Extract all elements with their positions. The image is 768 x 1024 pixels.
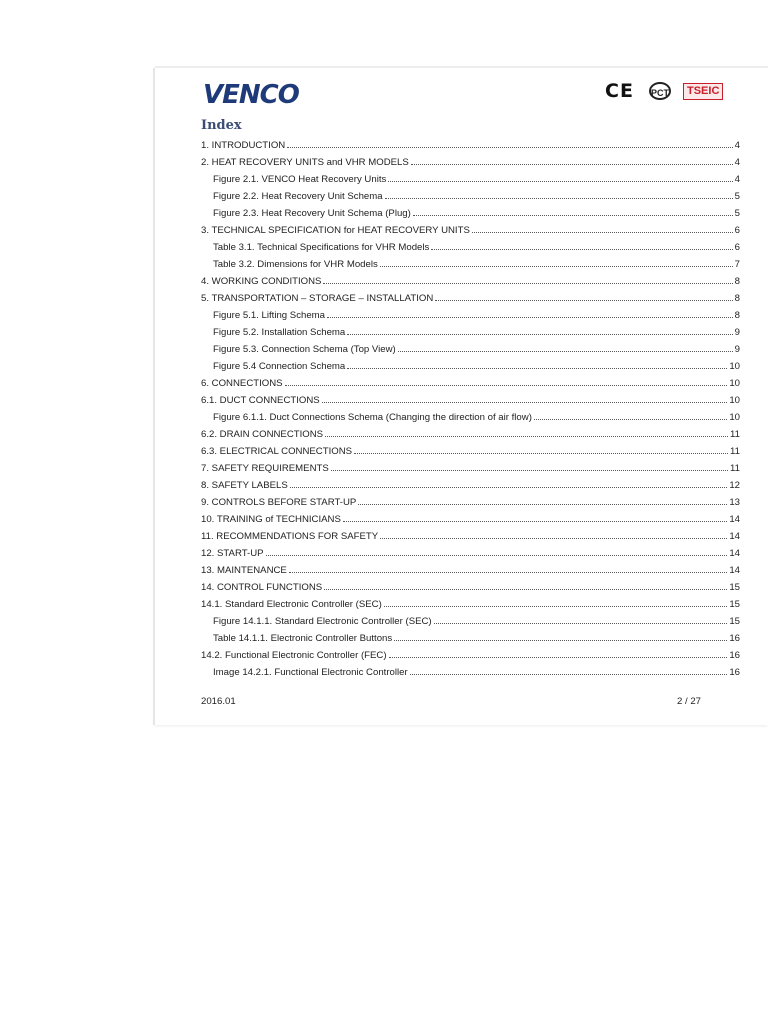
toc-entry-label: 6.1. DUCT CONNECTIONS: [201, 395, 320, 406]
toc-entry-page: 12: [729, 480, 740, 491]
toc-leader-dots: [380, 266, 733, 267]
toc-leader-dots: [287, 147, 732, 148]
toc-entry[interactable]: [213, 663, 740, 678]
toc-entry-label: 6.2. DRAIN CONNECTIONS: [201, 429, 324, 440]
toc-entry-label: 12. START-UP: [201, 548, 264, 559]
toc-entry-label: 4. WORKING CONDITIONS: [201, 276, 322, 287]
toc-leader-dots: [347, 334, 732, 335]
toc-leader-dots: [389, 657, 728, 658]
toc-entry-label: Figure 5.1. Lifting Schema: [213, 310, 325, 321]
toc-entry-label: 11. RECOMMENDATIONS FOR SAFETY: [201, 531, 379, 542]
toc-entry-page: 9: [734, 344, 740, 355]
toc-entry[interactable]: [201, 425, 740, 440]
toc-entry-label: 9. CONTROLS BEFORE START-UP: [201, 497, 357, 508]
toc-entry-page: 16: [729, 633, 740, 644]
toc-entry-page: 14: [729, 514, 740, 525]
toc-entry[interactable]: [213, 408, 740, 423]
toc-leader-dots: [472, 232, 733, 233]
toc-leader-dots: [534, 419, 727, 420]
venco-logo: [203, 80, 299, 110]
toc-entry[interactable]: [201, 493, 740, 508]
toc-entry[interactable]: [213, 629, 740, 644]
toc-entry-page: 6: [734, 225, 740, 236]
toc-entry-label: Table 14.1.1. Electronic Controller Buttons: [213, 633, 393, 644]
toc-entry[interactable]: [201, 136, 740, 151]
toc-entry-label: 2. HEAT RECOVERY UNITS and VHR MODELS: [201, 157, 409, 168]
toc-leader-dots: [347, 368, 727, 369]
toc-entry-page: 8: [734, 310, 740, 321]
toc-entry-page: 13: [729, 497, 740, 508]
toc-entry-label: 14. CONTROL FUNCTIONS: [201, 582, 323, 593]
toc-entry-page: 8: [734, 293, 740, 304]
pct-mark: PCT: [649, 82, 671, 100]
toc-entry-label: Figure 5.2. Installation Schema: [213, 327, 346, 338]
toc-entry-label: 6. CONNECTIONS: [201, 378, 283, 389]
toc-entry-label: Figure 2.3. Heat Recovery Unit Schema (Plug): [213, 208, 411, 219]
footer-page-number: 2 / 27: [677, 696, 702, 707]
toc-entry[interactable]: [213, 306, 740, 321]
toc-entry-label: 5. TRANSPORTATION – STORAGE – INSTALLATION: [201, 293, 434, 304]
toc-leader-dots: [354, 453, 728, 454]
toc-leader-dots: [411, 164, 733, 165]
toc-leader-dots: [323, 283, 732, 284]
toc-entry[interactable]: [201, 459, 740, 474]
toc-entry[interactable]: [201, 595, 740, 610]
tseic-mark: TSEIC: [683, 83, 723, 100]
toc-entry-page: 7: [734, 259, 740, 270]
toc-entry-label: 1. INTRODUCTION: [201, 140, 286, 151]
toc-entry[interactable]: [201, 391, 740, 406]
toc-leader-dots: [358, 504, 727, 505]
toc-entry-page: 6: [734, 242, 740, 253]
toc-entry[interactable]: [201, 544, 740, 559]
toc-leader-dots: [413, 215, 733, 216]
toc-entry-label: Table 3.2. Dimensions for VHR Models: [213, 259, 378, 270]
toc-entry-page: 15: [729, 616, 740, 627]
toc-entry[interactable]: [201, 578, 740, 593]
toc-entry-page: 5: [734, 208, 740, 219]
toc-entry[interactable]: [213, 357, 740, 372]
toc-entry-page: 10: [729, 378, 740, 389]
toc-leader-dots: [324, 589, 727, 590]
toc-entry-label: Figure 14.1.1. Standard Electronic Controller (SEC): [213, 616, 432, 627]
toc-entry-page: 15: [729, 599, 740, 610]
toc-leader-dots: [410, 674, 728, 675]
toc-entry[interactable]: [201, 442, 740, 457]
toc-leader-dots: [385, 198, 733, 199]
toc-entry-page: 14: [729, 565, 740, 576]
footer-date: 2016.01: [201, 696, 236, 707]
toc-entry-page: 10: [729, 361, 740, 372]
toc-entry-label: 8. SAFETY LABELS: [201, 480, 288, 491]
toc-entry-label: Figure 2.1. VENCO Heat Recovery Units: [213, 174, 387, 185]
toc-entry-label: Figure 5.3. Connection Schema (Top View): [213, 344, 396, 355]
toc-entry[interactable]: [201, 153, 740, 168]
toc-entry-page: 9: [734, 327, 740, 338]
toc-leader-dots: [388, 181, 732, 182]
toc-leader-dots: [394, 640, 727, 641]
toc-entry[interactable]: [201, 527, 740, 542]
toc-entry-page: 5: [734, 191, 740, 202]
toc-entry-page: 4: [734, 174, 740, 185]
toc-entry[interactable]: [213, 323, 740, 338]
toc-entry-page: 4: [734, 140, 740, 151]
toc-entry-label: 13. MAINTENANCE: [201, 565, 287, 576]
toc-entry-page: 14: [729, 531, 740, 542]
toc-entry[interactable]: [201, 646, 740, 661]
toc-entry[interactable]: [201, 289, 740, 304]
toc-leader-dots: [431, 249, 732, 250]
toc-entry[interactable]: [213, 204, 740, 219]
toc-entry-label: 3. TECHNICAL SPECIFICATION for HEAT RECOVERY UNITS: [201, 225, 470, 236]
toc-entry-page: 10: [729, 412, 740, 423]
toc-entry-page: 16: [729, 650, 740, 661]
toc-leader-dots: [434, 623, 728, 624]
toc-entry[interactable]: [201, 374, 740, 389]
toc-entry[interactable]: [213, 170, 740, 185]
toc-leader-dots: [290, 487, 728, 488]
toc-entry-label: Figure 6.1.1. Duct Connections Schema (Changing the direction of air flow): [213, 412, 532, 423]
index-heading: Index: [201, 118, 242, 133]
toc-entry[interactable]: [213, 340, 740, 355]
toc-entry-label: 14.1. Standard Electronic Controller (SEC): [201, 599, 382, 610]
toc-entry[interactable]: [213, 187, 740, 202]
toc-entry[interactable]: [201, 561, 740, 576]
toc-entry-page: 11: [730, 429, 740, 440]
toc-entry[interactable]: [201, 476, 740, 491]
toc-entry-page: 14: [729, 548, 740, 559]
toc-entry-page: 8: [734, 276, 740, 287]
toc-entry-page: 11: [730, 463, 740, 474]
toc-leader-dots: [435, 300, 732, 301]
toc-leader-dots: [380, 538, 727, 539]
toc-leader-dots: [285, 385, 728, 386]
toc-entry-page: 11: [730, 446, 740, 457]
toc-entry[interactable]: [201, 510, 740, 525]
toc-entry-label: Figure 2.2. Heat Recovery Unit Schema: [213, 191, 383, 202]
toc-entry[interactable]: [201, 272, 740, 287]
toc-entry-label: Figure 5.4 Connection Schema: [213, 361, 346, 372]
toc-entry-page: 16: [729, 667, 740, 678]
ce-mark: CE: [605, 80, 634, 102]
toc-entry-page: 4: [734, 157, 740, 168]
toc-leader-dots: [398, 351, 733, 352]
toc-leader-dots: [322, 402, 728, 403]
document-page: [155, 68, 768, 725]
toc-entry-page: 15: [729, 582, 740, 593]
toc-entry-label: 6.3. ELECTRICAL CONNECTIONS: [201, 446, 353, 457]
toc-entry[interactable]: [201, 221, 740, 236]
toc-leader-dots: [266, 555, 728, 556]
toc-leader-dots: [327, 317, 733, 318]
toc-entry-label: 7. SAFETY REQUIREMENTS: [201, 463, 329, 474]
toc-entry-page: 10: [729, 395, 740, 406]
toc-entry[interactable]: [213, 255, 740, 270]
toc-entry-label: 14.2. Functional Electronic Controller (FEC): [201, 650, 387, 661]
toc-leader-dots: [331, 470, 728, 471]
toc-entry[interactable]: [213, 612, 740, 627]
toc-leader-dots: [289, 572, 727, 573]
toc-entry-label: Table 3.1. Technical Specifications for VHR Models: [213, 242, 430, 253]
logo-text: VENCO: [203, 80, 299, 110]
toc-leader-dots: [343, 521, 727, 522]
toc-leader-dots: [325, 436, 728, 437]
toc-entry-label: 10. TRAINING of TECHNICIANS: [201, 514, 341, 525]
toc-entry-label: Image 14.2.1. Functional Electronic Controller: [213, 667, 408, 678]
toc-entry[interactable]: [213, 238, 740, 253]
toc-leader-dots: [384, 606, 728, 607]
